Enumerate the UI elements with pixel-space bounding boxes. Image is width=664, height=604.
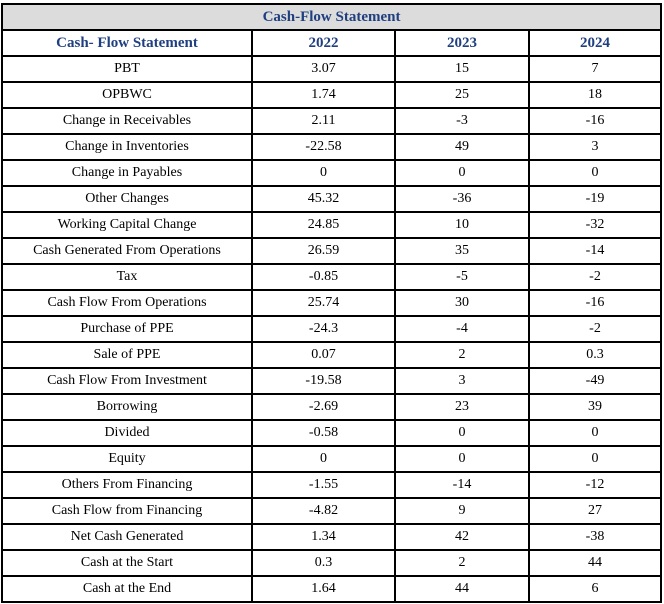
table-row <box>2 186 661 212</box>
value-2024: 44 <box>529 550 661 576</box>
value-2022: 45.32 <box>252 186 395 212</box>
value-2023: -4 <box>395 316 529 342</box>
value-2023: 10 <box>395 212 529 238</box>
value-2022: -0.85 <box>252 264 395 290</box>
value-2024: 27 <box>529 498 661 524</box>
value-2024: -32 <box>529 212 661 238</box>
value-2022: 1.74 <box>252 82 395 108</box>
value-2023: 9 <box>395 498 529 524</box>
table-row <box>2 472 661 498</box>
row-label: Cash Generated From Operations <box>2 238 252 264</box>
table-row <box>2 446 661 472</box>
value-2023: -5 <box>395 264 529 290</box>
value-2022: 24.85 <box>252 212 395 238</box>
column-header-2024: 2024 <box>529 30 661 56</box>
value-2023: 35 <box>395 238 529 264</box>
value-2022: -24.3 <box>252 316 395 342</box>
table-row <box>2 368 661 394</box>
row-label: Cash Flow from Financing <box>2 498 252 524</box>
value-2024: 7 <box>529 56 661 82</box>
value-2024: -14 <box>529 238 661 264</box>
value-2024: -38 <box>529 524 661 550</box>
row-label: Tax <box>2 264 252 290</box>
value-2024: 6 <box>529 576 661 602</box>
value-2022: 0 <box>252 160 395 186</box>
value-2023: 25 <box>395 82 529 108</box>
table-row <box>2 420 661 446</box>
table-body <box>2 56 661 602</box>
table-row <box>2 108 661 134</box>
cash-flow-table-container <box>1 3 660 603</box>
row-label: Change in Payables <box>2 160 252 186</box>
value-2023: 15 <box>395 56 529 82</box>
value-2024: -12 <box>529 472 661 498</box>
header-row <box>2 30 661 56</box>
value-2023: 3 <box>395 368 529 394</box>
column-header-2023: 2023 <box>395 30 529 56</box>
value-2024: 39 <box>529 394 661 420</box>
row-label: Purchase of PPE <box>2 316 252 342</box>
table-row <box>2 238 661 264</box>
value-2024: 0.3 <box>529 342 661 368</box>
column-header-item: Cash- Flow Statement <box>2 30 252 56</box>
table-row <box>2 498 661 524</box>
value-2022: -19.58 <box>252 368 395 394</box>
value-2022: -2.69 <box>252 394 395 420</box>
table-row <box>2 394 661 420</box>
value-2023: 30 <box>395 290 529 316</box>
value-2024: -2 <box>529 316 661 342</box>
row-label: Others From Financing <box>2 472 252 498</box>
value-2023: 42 <box>395 524 529 550</box>
value-2024: 0 <box>529 420 661 446</box>
value-2024: -2 <box>529 264 661 290</box>
value-2024: -49 <box>529 368 661 394</box>
value-2022: -4.82 <box>252 498 395 524</box>
table-title: Cash-Flow Statement <box>2 4 661 30</box>
value-2024: 0 <box>529 446 661 472</box>
value-2022: 0.07 <box>252 342 395 368</box>
row-label: Equity <box>2 446 252 472</box>
row-label: Cash at the End <box>2 576 252 602</box>
value-2023: -14 <box>395 472 529 498</box>
value-2023: -36 <box>395 186 529 212</box>
value-2022: 26.59 <box>252 238 395 264</box>
value-2024: -16 <box>529 290 661 316</box>
value-2022: -1.55 <box>252 472 395 498</box>
value-2024: -19 <box>529 186 661 212</box>
value-2023: -3 <box>395 108 529 134</box>
value-2022: -22.58 <box>252 134 395 160</box>
table-row <box>2 342 661 368</box>
table-row <box>2 316 661 342</box>
value-2024: 3 <box>529 134 661 160</box>
value-2023: 0 <box>395 446 529 472</box>
table-row <box>2 290 661 316</box>
table-row <box>2 82 661 108</box>
table-row <box>2 524 661 550</box>
row-label: OPBWC <box>2 82 252 108</box>
value-2023: 2 <box>395 342 529 368</box>
table-row <box>2 160 661 186</box>
value-2022: 0 <box>252 446 395 472</box>
value-2024: -16 <box>529 108 661 134</box>
value-2022: 0.3 <box>252 550 395 576</box>
row-label: Divided <box>2 420 252 446</box>
value-2023: 2 <box>395 550 529 576</box>
value-2023: 49 <box>395 134 529 160</box>
table-row <box>2 56 661 82</box>
value-2023: 44 <box>395 576 529 602</box>
value-2024: 18 <box>529 82 661 108</box>
row-label: Cash at the Start <box>2 550 252 576</box>
table-row <box>2 134 661 160</box>
row-label: Change in Inventories <box>2 134 252 160</box>
table-row <box>2 212 661 238</box>
value-2023: 0 <box>395 160 529 186</box>
value-2023: 23 <box>395 394 529 420</box>
column-header-2022: 2022 <box>252 30 395 56</box>
row-label: Other Changes <box>2 186 252 212</box>
value-2022: 2.11 <box>252 108 395 134</box>
table-row <box>2 576 661 602</box>
row-label: Sale of PPE <box>2 342 252 368</box>
value-2023: 0 <box>395 420 529 446</box>
row-label: PBT <box>2 56 252 82</box>
row-label: Borrowing <box>2 394 252 420</box>
value-2022: 1.64 <box>252 576 395 602</box>
row-label: Cash Flow From Operations <box>2 290 252 316</box>
row-label: Cash Flow From Investment <box>2 368 252 394</box>
table-row <box>2 550 661 576</box>
table-row <box>2 264 661 290</box>
value-2022: -0.58 <box>252 420 395 446</box>
cash-flow-table <box>1 3 662 603</box>
row-label: Working Capital Change <box>2 212 252 238</box>
row-label: Change in Receivables <box>2 108 252 134</box>
value-2022: 1.34 <box>252 524 395 550</box>
value-2024: 0 <box>529 160 661 186</box>
row-label: Net Cash Generated <box>2 524 252 550</box>
value-2022: 25.74 <box>252 290 395 316</box>
value-2022: 3.07 <box>252 56 395 82</box>
